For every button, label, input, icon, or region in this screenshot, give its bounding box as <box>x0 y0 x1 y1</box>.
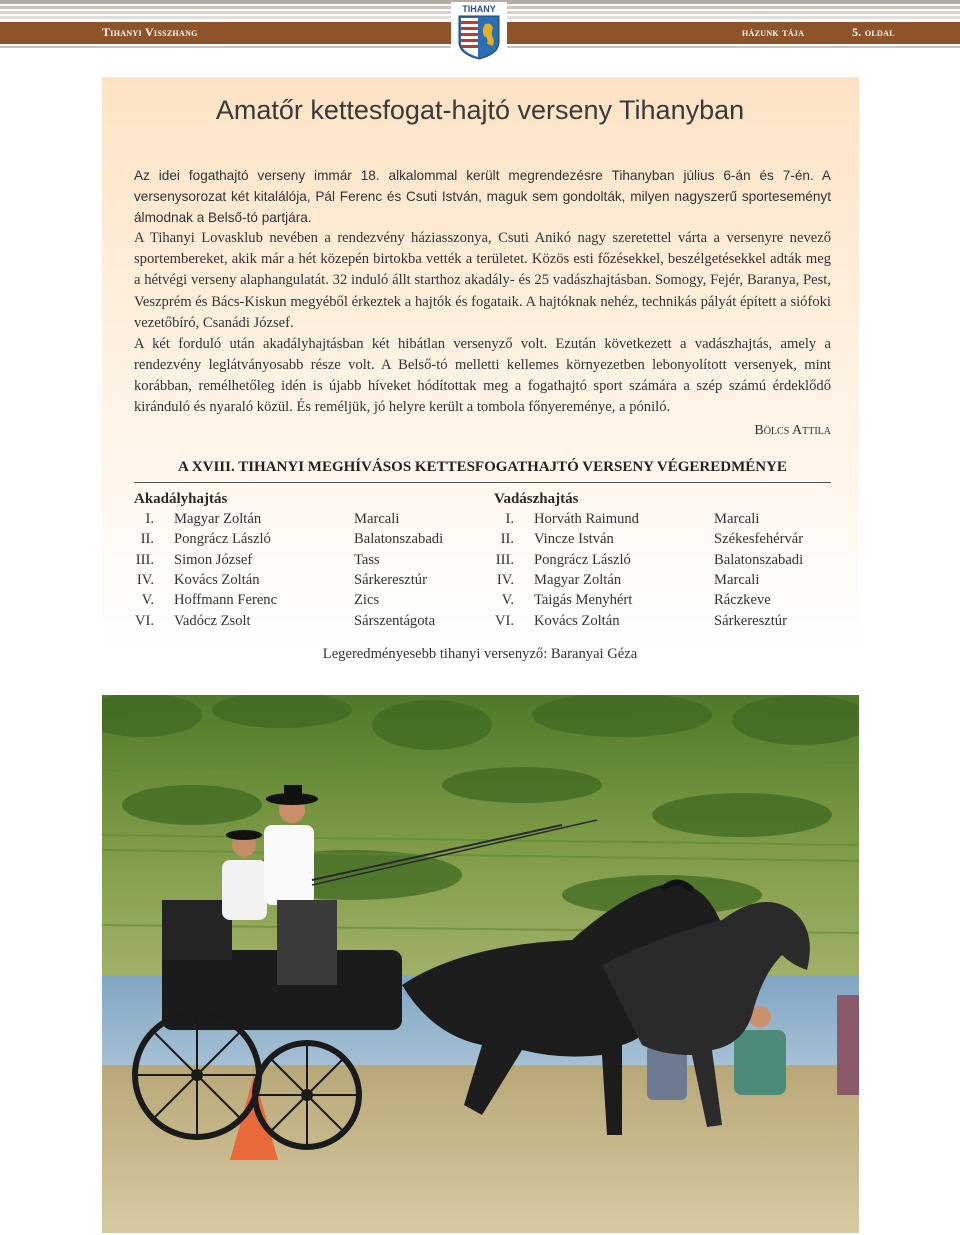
carriage-driving-photo <box>102 695 859 1233</box>
result-name: Vadócz Zsolt <box>174 612 251 629</box>
result-rank: II. <box>500 531 514 548</box>
article-paragraph: Az idei fogathajtó verseny immár 18. alkalommal került megrendezésre Tihanyban július 6-án és 7-én. A versenysorozat két kitalálója, Pál Ferenc és Csuti István, maguk sem gondolták, milyen nagyszerű sporteseményt álmodnak a Belső-tó partjára. <box>134 168 831 226</box>
result-row <box>134 592 464 612</box>
results-title: A XVIII. TIHANYI MEGHÍVÁSOS KETTESFOGATHAJTÓ VERSENY VÉGEREDMÉNYE <box>178 459 787 475</box>
result-rank: II. <box>140 531 154 548</box>
result-town: Marcali <box>714 511 760 527</box>
result-name: Kovács Zoltán <box>534 612 620 629</box>
result-row <box>494 531 824 551</box>
result-name: Simon József <box>174 551 253 568</box>
article-body <box>134 165 831 441</box>
article-paragraph: A Tihanyi Lovasklub nevében a rendezvény háziasszonya, Csuti Anikó nagy szeretettel várta a versenyre nevező sportembereket, akik már a hét közepén birtokba vették a területet. Közös esti főzésekkel, beszélgetésekkel adták meg a hétvégi verseny alaphangulatát. 32 induló állt starthoz akadály- és 25 vadászhajtásban. Somogy, Fejér, Baranya, Pest, Veszprém és Bács-Kiskun megyéből érkeztek a hajtók és fogataik. A hajtóknak nehéz, technikás pályát épített a siófoki vezetőbíró, Csanádi József. <box>134 230 831 331</box>
result-town: Marcali <box>354 511 400 527</box>
page-number: 5. oldal <box>852 25 895 39</box>
result-rank: III. <box>135 551 154 568</box>
tihany-crest-icon <box>451 2 507 60</box>
result-rank: V. <box>501 592 514 609</box>
result-rank: VI. <box>134 612 154 629</box>
result-rank: IV. <box>496 571 514 588</box>
result-town: Marcali <box>714 571 760 588</box>
result-name: Vincze István <box>534 531 614 548</box>
result-name: Pongrácz László <box>534 551 631 568</box>
result-row <box>494 572 824 592</box>
result-town: Székesfehérvár <box>714 531 804 548</box>
best-local-competitor: Legeredményesebb tihanyi versenyző: Baranyai Géza <box>322 646 638 662</box>
result-town: Balatonszabadi <box>714 551 804 568</box>
result-rank: V. <box>141 592 154 609</box>
result-town: Sárszentágota <box>354 612 436 629</box>
result-rank: III. <box>495 551 514 568</box>
result-rank: I. <box>505 511 514 527</box>
article-paragraph: A két forduló után akadályhajtásban két hibátlan versenyző volt. Ezután következett a vadászhajtás, amely a rendezvény leglátványosabb része volt. A Belső-tó melletti kellemes környezetben lebonyolított versenyek, mint korábban, remélhetőleg idén is újabb híveket hódítottak meg a fogathajtó sport számára a szép számú érdeklődő kiránduló és nyaraló közül. És reméljük, jó helyre került a tombola főnyereménye, a póniló. <box>134 335 831 416</box>
result-name: Hoffmann Ferenc <box>174 592 278 609</box>
result-name: Kovács Zoltán <box>174 571 260 588</box>
result-row <box>494 511 824 531</box>
results-divider <box>134 482 831 483</box>
article-title: Amatőr kettesfogat-hajtó verseny Tihanyban <box>215 95 745 125</box>
result-name: Magyar Zoltán <box>534 571 622 588</box>
result-row <box>134 572 464 592</box>
result-name: Taigás Menyhért <box>534 592 633 609</box>
vadaszhajtas-heading: Vadászhajtás <box>494 491 579 507</box>
result-name: Horváth Raimund <box>534 511 639 527</box>
result-name: Pongrácz László <box>174 531 271 548</box>
result-row <box>494 552 824 572</box>
result-town: Sárkeresztúr <box>354 571 427 588</box>
article-author: Bölcs Attila <box>754 423 831 439</box>
result-rank: IV. <box>136 571 154 588</box>
publication-name: Tihanyi Visszhang <box>102 25 198 39</box>
result-row <box>494 613 824 633</box>
result-row <box>134 613 464 633</box>
result-row <box>134 531 464 551</box>
crest-label: TIHANY <box>462 4 496 14</box>
result-town: Ráczkeve <box>714 592 771 609</box>
result-town: Sárkeresztúr <box>714 612 787 629</box>
result-rank: VI. <box>494 612 514 629</box>
result-rank: I. <box>145 511 154 527</box>
result-row <box>134 511 464 531</box>
result-row <box>494 592 824 612</box>
section-name: házunk tája <box>742 25 805 39</box>
page-header <box>0 0 960 50</box>
result-town: Zics <box>354 592 380 609</box>
result-name: Magyar Zoltán <box>174 511 262 527</box>
akadalyhajtas-heading: Akadályhajtás <box>134 491 228 507</box>
result-town: Balatonszabadi <box>354 531 444 548</box>
result-row <box>134 552 464 572</box>
result-town: Tass <box>354 551 380 568</box>
